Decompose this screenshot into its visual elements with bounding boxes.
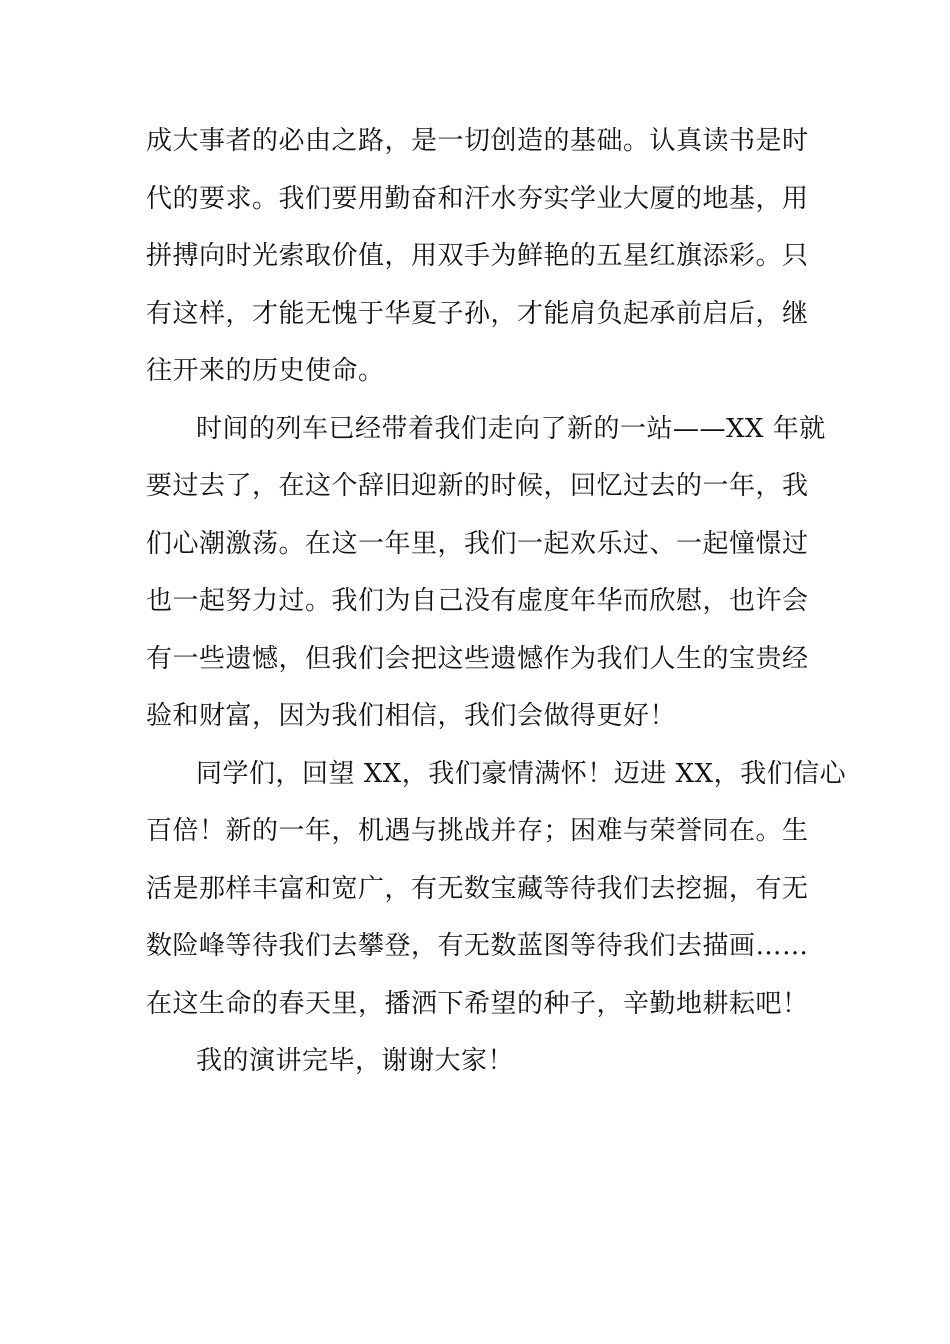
text-line: 要过去了，在这个辞旧迎新的时候，回忆过去的一年，我 bbox=[146, 471, 809, 501]
text-line: 成大事者的必由之路，是一切创造的基础。认真读书是时 bbox=[146, 126, 809, 156]
text-line: 有这样，才能无愧于华夏子孙，才能肩负起承前启后，继 bbox=[146, 298, 809, 329]
text-line: 也一起努力过。我们为自己没有虚度年华而欣慰，也许会 bbox=[146, 586, 809, 616]
text-line: 在这生命的春天里，播洒下希望的种子，辛勤地耕耘吧！ bbox=[146, 988, 809, 1019]
text-line: 们心潮激荡。在这一年里，我们一起欢乐过、一起憧憬过 bbox=[146, 528, 809, 559]
text-line: 代的要求。我们要用勤奋和汗水夯实学业大厦的地基，用 bbox=[146, 183, 809, 214]
closing-line: 我的演讲完毕，谢谢大家！ bbox=[196, 1046, 515, 1076]
text-line: 数险峰等待我们去攀登，有无数蓝图等待我们去描画…… bbox=[146, 931, 809, 961]
speech-text bbox=[146, 113, 847, 1091]
text-line: 验和财富，因为我们相信，我们会做得更好！ bbox=[146, 701, 677, 731]
paragraph-start-line: 同学们，回望 XX，我们豪情满怀！迈进 XX，我们信心 bbox=[196, 758, 847, 789]
text-line: 活是那样丰富和宽广，有无数宝藏等待我们去挖掘，有无 bbox=[146, 873, 809, 904]
text-line: 有一些遗憾，但我们会把这些遗憾作为我们人生的宝贵经 bbox=[146, 643, 809, 674]
paragraph-start-line: 时间的列车已经带着我们走向了新的一站——XX 年就 bbox=[196, 413, 826, 444]
text-line: 拼搏向时光索取价值，用双手为鲜艳的五星红旗添彩。只 bbox=[146, 241, 809, 271]
text-line: 往开来的历史使命。 bbox=[146, 356, 385, 386]
text-line: 百倍！新的一年，机遇与挑战并存；困难与荣誉同在。生 bbox=[146, 816, 809, 846]
